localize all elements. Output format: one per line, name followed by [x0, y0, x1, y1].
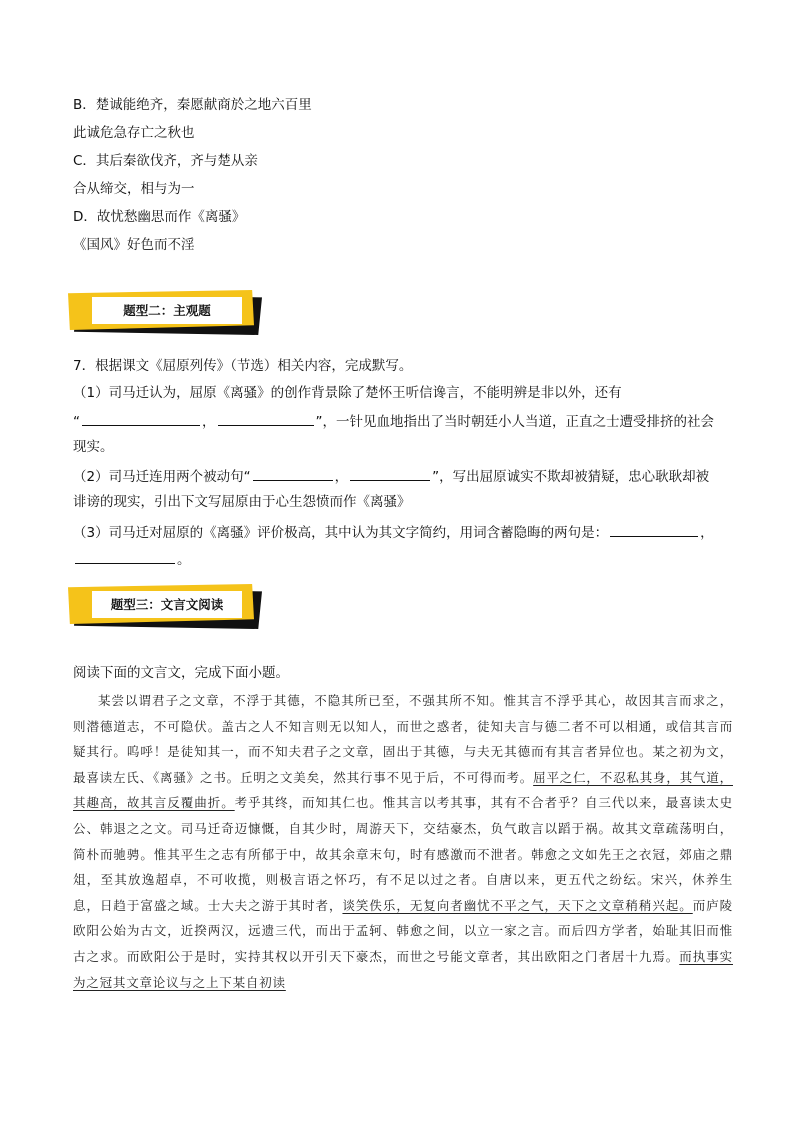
question-7-part-2	[73, 466, 709, 486]
option-b: B．楚诚能绝齐，秦愿献商於之地六百里	[73, 97, 312, 113]
question-7-part-1-end: 现实。	[73, 439, 114, 455]
option-d: D．故忧愁幽思而作《离骚》	[73, 209, 246, 225]
question-7-part-3	[73, 522, 714, 542]
section-banner-classical	[68, 584, 264, 630]
underlined-sentence: 屈平之仁，不忍私其身，其气道，其趣高，故其言反覆曲折。	[73, 769, 733, 811]
classical-passage	[73, 688, 733, 995]
passage-segment: 而庐陵欧阳公始为古文，近揆两汉，远遗三代，而出于孟轲、韩愈之间，以立一家之言。而后四方学者，始耻其旧而惟古之求。而欧阳公于是时，实持其权以开引天下豪杰，而世之号能文章者，其出欧阳之门者居十九焉。	[73, 897, 733, 964]
option-c: C．其后秦欲伐齐，齐与楚从亲	[73, 153, 258, 169]
option-d-alt: 《国风》好色而不淫	[73, 237, 195, 253]
passage-text	[73, 688, 733, 995]
part-3-lead: （3）司马迁对屈原的《离骚》评价极高，其中认为其文字简约，用词含蓄隐晦的两句是：	[73, 525, 609, 541]
option-c-alt: 合从缔交，相与为一	[73, 181, 195, 197]
answer-blank-6[interactable]	[75, 549, 175, 564]
answer-blank-4[interactable]	[350, 466, 430, 481]
answer-blank-5[interactable]	[610, 522, 698, 537]
question-7-part-2-end: 诽谤的现实，引出下文写屈原由于心生怨愤而作《离骚》	[73, 494, 411, 510]
reading-intro: 阅读下面的文言文，完成下面小题。	[73, 665, 289, 681]
answer-blank-3[interactable]	[253, 466, 333, 481]
separator: ，	[202, 414, 216, 430]
separator: ，	[334, 469, 349, 485]
question-7-part-1-blanks	[73, 411, 714, 431]
question-7-stem: 7．根据课文《屈原列传》（节选）相关内容，完成默写。	[73, 358, 413, 374]
section-title: 题型二：主观题	[123, 303, 211, 318]
part-2-lead: （2）司马迁连用两个被动句“	[73, 469, 251, 485]
answer-blank-1[interactable]	[82, 411, 200, 426]
underlined-sentence: 而执事实为之冠其文章论议与之上下某自初读	[73, 948, 733, 990]
option-b-alt: 此诚危急存亡之秋也	[73, 125, 195, 141]
section-banner-subjective	[68, 290, 264, 336]
quote-close: ”，一针见血地指出了当时朝廷小人当道，正直之士遭受排挤的社会	[315, 414, 714, 430]
question-7-part-3-end	[73, 549, 191, 569]
section-title: 题型三：文言文阅读	[110, 597, 224, 612]
answer-blank-2[interactable]	[218, 411, 314, 426]
passage-segment: 考乎其终，而知其仁也。惟其言以考其事，其有不合者乎？自三代以来，最喜读太史公、韩退之之文。司马迁奇迈慷慨，自其少时，周游天下，交结豪杰，负气敢言以蹈于祸。故其文章疏荡明白，简朴而驰骋。惟其平生之志有所郁于中，故其余章末句，时有感激而不泄者。韩愈之文如先王之衣冠，郊庙之鼎俎，至其放逸超卓，不可收揽，则极言语之怀巧，有不足以过之者。自唐以来，更五代之纷纭。宋兴，休养生息，日趋于富盛之域。士大夫之游于其时者，	[73, 795, 733, 913]
part-2-tail: ”，写出屈原诚实不欺却被猜疑，忠心耿耿却被	[432, 469, 710, 485]
underlined-sentence: 谈笑佚乐，无复向者幽忧不平之气，天下之文章稍稍兴起。	[342, 897, 693, 913]
passage-segment: 某尝以谓君子之文章，不浮于其德，不隐其所已至，不强其所不知。惟其言不浮乎其心，故因其言而求之，则潜德道志，不可隐伏。盖古之人不知言则无以知人，而世之惑者，徒知夫言与德二者不可以相通，或信其言而疑其行。呜呼！是徒知其一，而不知夫君子之文章，固出于其德，与夫无其德而有其言者异位也。某之初为文，最喜读左氏、《离骚》之书。丘明之文美矣，然其行事不见于后，不可得而考。	[73, 693, 733, 785]
separator: ，	[700, 525, 714, 541]
question-7-part-1: （1）司马迁认为，屈原《离骚》的创作背景除了楚怀王听信谗言，不能明辨是非以外，还有	[73, 385, 622, 401]
quote-open: “	[73, 414, 80, 430]
end-mark: 。	[177, 552, 191, 568]
